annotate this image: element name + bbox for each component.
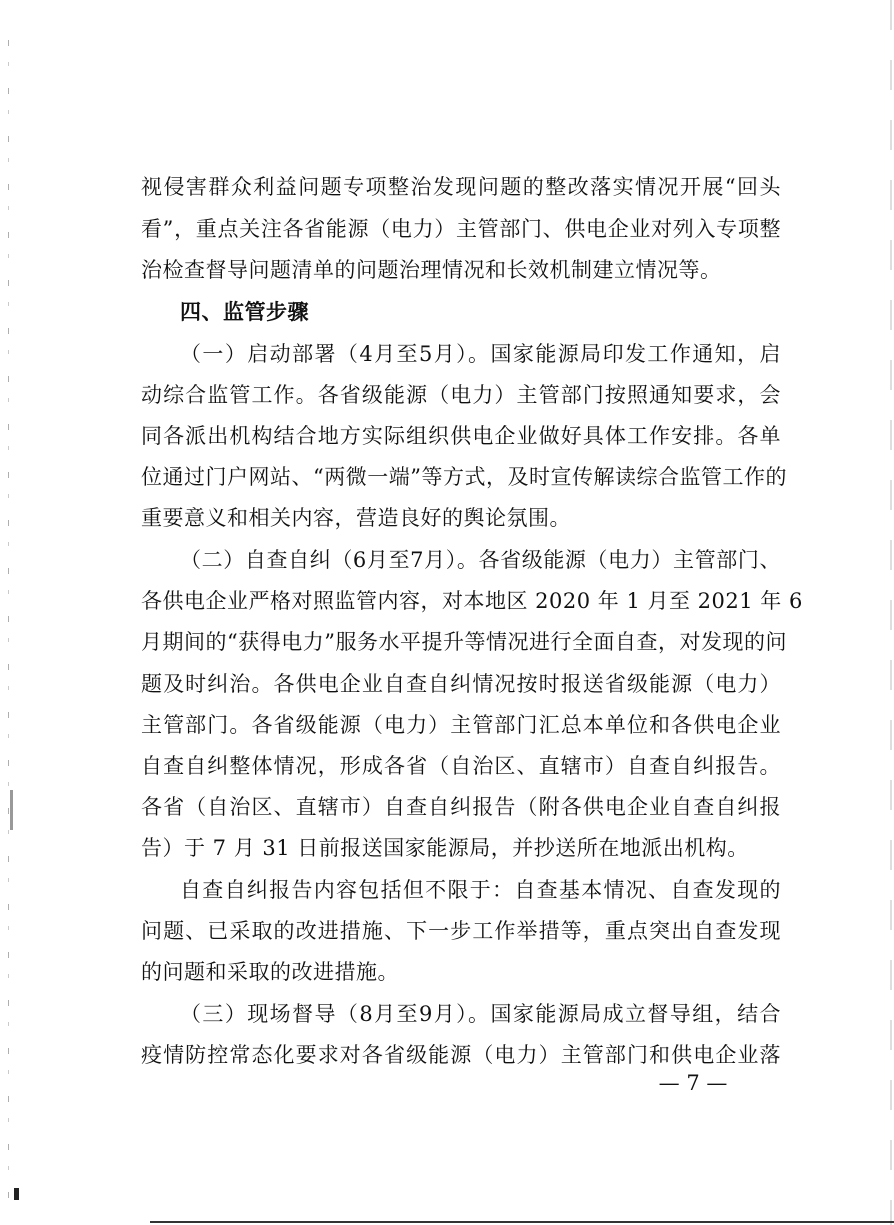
- body-text-line: 视侵害群众利益问题专项整治发现问题的整改落实情况开展“回头: [141, 175, 781, 199]
- body-text-line: 题及时纠治。各供电企业自查自纠情况按时报送省级能源（电力）: [141, 672, 781, 696]
- scan-edge-artifact: [8, 40, 9, 1200]
- scan-bottom-line: [150, 1221, 894, 1223]
- body-text-line: 的问题和采取的改进措施。: [141, 960, 399, 984]
- body-text-line: 月期间的“获得电力”服务水平提升等情况进行全面自查，对发现的问: [141, 630, 787, 654]
- body-text-line: （一）启动部署（4月至5月）。国家能源局印发工作通知，启: [180, 342, 781, 366]
- body-text-line: 自查自纠整体情况，形成各省（自治区、直辖市）自查自纠报告。: [141, 754, 781, 778]
- scan-mark-artifact: [14, 1188, 19, 1200]
- section-heading: 四、监管步骤: [180, 300, 309, 324]
- body-text-line: 治检查督导问题清单的问题治理情况和长效机制建立情况等。: [141, 258, 722, 282]
- body-text-line: 各省（自治区、直辖市）自查自纠报告（附各供电企业自查自纠报: [141, 795, 781, 819]
- body-text-line: 看”，重点关注各省能源（电力）主管部门、供电企业对列入专项整: [141, 217, 781, 241]
- body-text-line: 疫情防控常态化要求对各省级能源（电力）主管部门和供电企业落: [141, 1043, 781, 1067]
- scan-mark-artifact: [10, 790, 13, 830]
- body-text-line: （二）自查自纠（6月至7月）。各省级能源（电力）主管部门、: [180, 548, 781, 572]
- body-text-line: 重要意义和相关内容，营造良好的舆论氛围。: [141, 506, 571, 530]
- body-text-line: 同各派出机构结合地方实际组织供电企业做好具体工作安排。各单: [141, 424, 781, 448]
- body-text-line: 主管部门。各省级能源（电力）主管部门汇总本单位和各供电企业: [141, 713, 781, 737]
- body-text-line: 动综合监管工作。各省级能源（电力）主管部门按照通知要求，会: [141, 383, 781, 407]
- body-text-line: 告）于 7 月 31 日前报送国家能源局，并抄送所在地派出机构。: [141, 836, 749, 860]
- page-number: — 7 —: [658, 1071, 728, 1095]
- scan-edge-artifact: [890, 0, 892, 1225]
- body-text-line: （三）现场督导（8月至9月）。国家能源局成立督导组，结合: [180, 1002, 781, 1026]
- body-text-line: 问题、已采取的改进措施、下一步工作举措等，重点突出自查发现: [141, 919, 781, 943]
- body-text-line: 各供电企业严格对照监管内容，对本地区 2020 年 1 月至 2021 年 6: [141, 589, 803, 613]
- body-text-line: 自查自纠报告内容包括但不限于：自查基本情况、自查发现的: [180, 878, 781, 902]
- body-text-line: 位通过门户网站、“两微一端”等方式，及时宣传解读综合监管工作的: [141, 465, 787, 489]
